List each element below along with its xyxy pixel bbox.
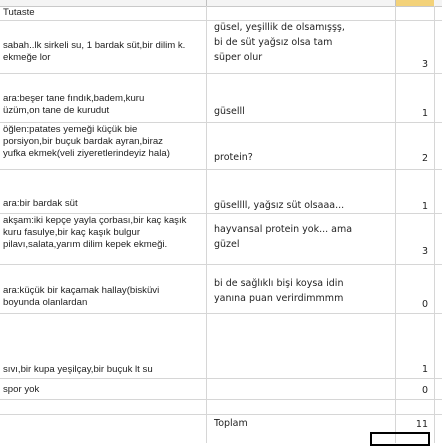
food-cell[interactable]: üzüm,on tane de kurudut [3,105,110,116]
grid-line-horizontal [0,169,442,170]
column-header-strip [0,0,442,7]
score-cell[interactable]: 0 [421,299,428,310]
total-cell[interactable]: 11 [415,419,428,430]
grid-line-horizontal [0,73,442,74]
grid-line-horizontal [0,378,442,379]
score-cell[interactable]: 3 [421,59,428,70]
column-header-highlight [396,0,434,6]
score-cell[interactable]: 1 [421,201,428,212]
comment-cell[interactable]: hayvansal protein yok... ama [214,224,353,235]
food-cell[interactable]: ara:beşer tane fındık,badem,kuru [3,93,145,104]
food-cell[interactable]: öğlen:patates yemeği küçük bie [3,124,138,135]
grid-line-horizontal [0,264,442,265]
food-cell[interactable]: porsiyon,bir buçuk bardak ayran,biraz [3,136,163,147]
food-cell[interactable]: spor yok [3,384,40,395]
score-cell[interactable]: 0 [421,385,428,396]
food-cell[interactable]: pilavı,salata,yarım dilim kepek ekmeği. [3,239,168,250]
food-cell[interactable]: kuru fasulye,bir kaç kaşık bulgur [3,227,141,238]
grid-line-horizontal [0,122,442,123]
food-cell[interactable]: ekmeğe lor [3,52,51,63]
score-cell[interactable]: 1 [421,364,428,375]
food-cell[interactable]: sabah..lk sirkeli su, 1 bardak süt,bir dilim k. [3,40,186,51]
comment-cell[interactable]: protein? [214,152,253,163]
comment-cell[interactable]: güzel [214,239,240,250]
food-cell[interactable]: ara:küçük bir kaçamak hallay(bisküvi [3,285,160,296]
food-cell[interactable]: boyunda olanlardan [3,297,88,308]
comment-cell[interactable]: güsellll, yağsız süt olsaaa... [214,200,345,211]
grid-line-horizontal [0,399,442,400]
food-cell[interactable]: sıvı,bir kupa yeşilçay,bir buçuk lt su [3,364,153,375]
score-cell[interactable]: 2 [421,153,428,164]
comment-cell[interactable]: bi de süt yağsız olsa tam [214,37,333,48]
selected-cell-outline[interactable] [370,432,430,446]
food-cell[interactable]: akşam:iki kepçe yayla çorbası,bir kaç kaşık [3,215,187,226]
comment-cell[interactable]: bi de sağlıklı bişi koysa idin [214,278,344,289]
comment-cell[interactable]: yanına puan verirdimmmm [214,293,344,304]
comment-cell[interactable]: güselll [214,106,245,117]
food-cell[interactable]: yufka ekmek(veli ziyeretlerindeyiz hala) [3,148,170,159]
total-label[interactable]: Toplam [214,418,248,429]
score-cell[interactable]: 3 [421,246,428,257]
comment-cell[interactable]: güsel, yeşillik de olsamışşş, [214,22,345,33]
sheet-title[interactable]: Tutaste [3,7,35,18]
comment-cell[interactable]: süper olur [214,52,263,63]
grid-line-horizontal [0,414,442,415]
score-cell[interactable]: 1 [421,108,428,119]
grid-line-horizontal [0,313,442,314]
food-cell[interactable]: ara:bir bardak süt [3,198,78,209]
